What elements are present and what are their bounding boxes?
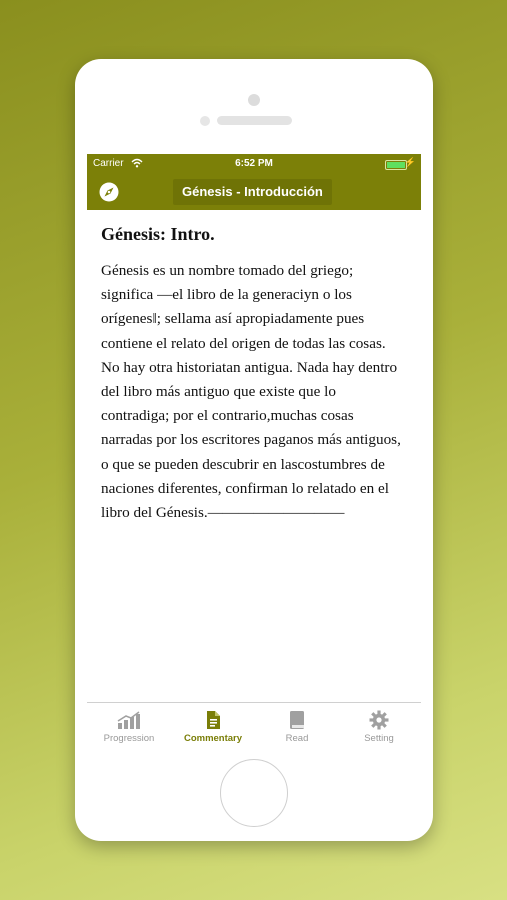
earpiece-speaker xyxy=(217,116,292,125)
battery-icon xyxy=(385,160,407,170)
front-camera xyxy=(248,94,260,106)
commentary-content xyxy=(101,224,407,525)
content-body: Génesis es un nombre tomado del griego; significa —el libro de la generaciyn o los orígenes‖; sellama así apropiadamente pues contiene el relato del origen de todas las cosas. No hay otra historiatan antigua. Nada hay dentro del libro más antiguo que existe que lo contradiga; por el contrario,muchas cosas narradas por los escritores paganos más antiguos, o que se pueden descubrir en lascostumbres de naciones diferentes, confirman lo relatado en el libro del Génesis.————————— xyxy=(101,262,401,522)
screen xyxy=(87,154,421,764)
page-title[interactable]: Génesis - Introducción xyxy=(173,179,332,205)
tab-bar xyxy=(87,702,421,753)
navigation-bar xyxy=(87,174,421,210)
carrier-label: Carrier xyxy=(93,158,124,169)
status-time: 6:52 PM xyxy=(235,158,273,169)
tab-label: Read xyxy=(285,733,309,744)
tab-label: Commentary xyxy=(183,733,243,744)
tab-label: Setting xyxy=(364,733,394,744)
gear-icon xyxy=(369,710,389,730)
bar-chart-icon xyxy=(116,710,142,730)
tab-commentary[interactable] xyxy=(171,710,255,744)
home-button[interactable] xyxy=(220,759,288,827)
compass-icon[interactable] xyxy=(99,182,119,202)
content-heading: Génesis: Intro. xyxy=(101,224,215,244)
book-icon xyxy=(287,710,307,730)
tab-read[interactable] xyxy=(255,710,339,744)
tab-label: Progression xyxy=(103,733,155,744)
document-icon xyxy=(203,710,223,730)
charging-icon: ⚡ xyxy=(404,157,416,167)
status-bar xyxy=(87,154,421,174)
phone-frame xyxy=(75,59,433,841)
tab-setting[interactable] xyxy=(337,710,421,744)
tab-progression[interactable] xyxy=(87,710,171,744)
proximity-sensor xyxy=(200,116,210,126)
